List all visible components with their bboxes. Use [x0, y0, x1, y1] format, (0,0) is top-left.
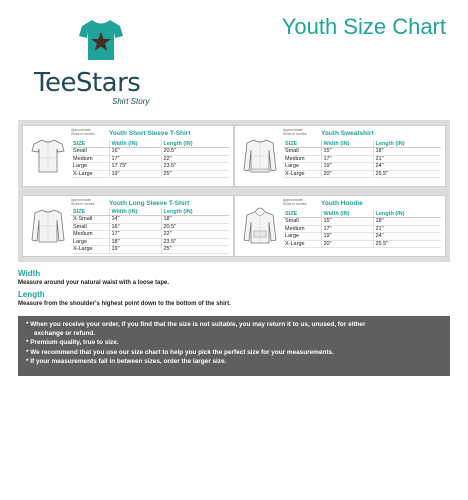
table-row: [283, 225, 441, 233]
logo-subtitle: Shirt Story: [112, 97, 150, 106]
column-header-length: Length (IN): [373, 140, 441, 148]
cell-width: 15": [321, 218, 373, 226]
long-sleeve-icon: [31, 206, 65, 246]
cell-size: Medium: [283, 225, 321, 233]
cell-length: 18": [161, 216, 229, 224]
table-row: [71, 155, 229, 163]
cell-size: Large: [283, 163, 321, 171]
column-header-width: Width (IN): [109, 208, 161, 216]
hoodie-icon: [243, 206, 277, 246]
table-row: [283, 233, 441, 241]
cell-width: 19": [109, 246, 161, 254]
column-header-size: SIZE: [283, 140, 321, 148]
cell-size: Small: [71, 148, 109, 156]
note-returns-cont: exchange or refund.: [34, 330, 96, 338]
cell-width: 17.75": [109, 163, 161, 171]
cell-length: 18": [373, 148, 441, 156]
sweatshirt-icon: [243, 136, 277, 176]
column-header-width: Width (IN): [321, 140, 373, 148]
cell-width: 20": [321, 240, 373, 248]
cell-size: X-Large: [283, 240, 321, 248]
cell-width: 16": [109, 223, 161, 231]
cell-width: 20": [321, 170, 373, 178]
table-header: [283, 210, 441, 218]
note-between-sizes: * If your measurements fall in between sizes, order the larger size.: [26, 357, 227, 365]
cell-width: 17": [109, 231, 161, 239]
table-row: [71, 163, 229, 171]
cell-length: 23.5": [161, 238, 229, 246]
cell-size: Small: [283, 218, 321, 226]
table-row: [71, 148, 229, 156]
cell-size: Small: [71, 223, 109, 231]
size-chart-panel: [18, 120, 450, 262]
length-label: Length: [18, 290, 45, 299]
cell-length: 25": [161, 246, 229, 254]
approx-note: Approximate Sizes in Inches: [283, 128, 307, 136]
column-header-width: Width (IN): [321, 210, 373, 218]
cell-length: 22": [161, 155, 229, 163]
cell-length: 18": [373, 218, 441, 226]
cell-size: Medium: [71, 231, 109, 239]
approx-note: Approximate Sizes in Inches: [283, 198, 307, 206]
cell-size: X-Large: [283, 170, 321, 178]
column-header-size: SIZE: [283, 210, 321, 218]
column-header-width: Width (IN): [109, 140, 161, 148]
cell-size: Medium: [283, 155, 321, 163]
cell-size: X-Large: [71, 246, 109, 254]
table-row: [71, 223, 229, 231]
cell-length: 22": [161, 231, 229, 239]
column-header-length: Length (IN): [161, 140, 229, 148]
cell-size: X-Small: [71, 216, 109, 224]
cell-width: 18": [109, 238, 161, 246]
table-row: [283, 155, 441, 163]
table-row: [71, 170, 229, 178]
cell-size: Large: [283, 233, 321, 241]
cell-width: 19": [321, 233, 373, 241]
table-row: [71, 216, 229, 224]
table-row: [71, 246, 229, 254]
card-title: Youth Short Sleeve T-Shirt: [109, 130, 191, 137]
cell-length: 24": [373, 163, 441, 171]
cell-length: 23.5": [161, 163, 229, 171]
cell-length: 20.5": [161, 223, 229, 231]
brand-logo: [28, 8, 168, 108]
table-header: [283, 140, 441, 148]
table-row: [71, 231, 229, 239]
cell-width: 19": [321, 163, 373, 171]
table-row: [283, 170, 441, 178]
table-header: [71, 140, 229, 148]
size-table: [71, 140, 229, 178]
table-row: [283, 148, 441, 156]
cell-length: 21": [373, 225, 441, 233]
table-row: [283, 218, 441, 226]
table-header: [71, 208, 229, 216]
table-row: [71, 238, 229, 246]
logo-title: TeeStars: [34, 68, 141, 98]
page-title: Youth Size Chart: [281, 14, 446, 39]
card-title: Youth Hoodie: [321, 200, 363, 207]
tshirt-icon: [31, 136, 65, 176]
column-header-size: SIZE: [71, 208, 109, 216]
card-title: Youth Long Sleeve T-Shirt: [109, 200, 190, 207]
size-card-hoodie: [234, 195, 446, 257]
note-quality: * Premium quality, true to size.: [26, 339, 119, 347]
table-row: [283, 240, 441, 248]
cell-length: 25.5": [373, 170, 441, 178]
cell-length: 24": [373, 233, 441, 241]
cell-width: 17": [321, 225, 373, 233]
approx-note: Approximate Sizes in Inches: [71, 128, 95, 136]
note-recommend: * We recommend that you use our size chart to help you pick the perfect size for your measurements.: [26, 348, 334, 356]
cell-width: 19": [109, 170, 161, 178]
cell-size: Medium: [71, 155, 109, 163]
size-table: [71, 208, 229, 254]
size-card-short-sleeve: [22, 125, 234, 187]
notes-panel: [18, 316, 450, 376]
cell-length: 20.5": [161, 148, 229, 156]
width-description: Measure around your natural waist with a loose tape.: [18, 280, 170, 286]
length-description: Measure from the shoulder's highest point down to the bottom of the shirt.: [18, 301, 231, 307]
column-header-size: SIZE: [71, 140, 109, 148]
cell-size: Large: [71, 163, 109, 171]
approx-note: Approximate Sizes in Inches: [71, 198, 95, 206]
note-returns: * When you receive your order, if you find that the size is not suitable, you may return it to us, unused, for either: [26, 321, 366, 328]
cell-size: Small: [283, 148, 321, 156]
cell-length: 25.5": [373, 240, 441, 248]
cell-width: 14": [109, 216, 161, 224]
cell-width: 16": [109, 148, 161, 156]
cell-width: 17": [321, 155, 373, 163]
cell-size: X-Large: [71, 170, 109, 178]
cell-length: 25": [161, 170, 229, 178]
column-header-length: Length (IN): [161, 208, 229, 216]
cell-size: Large: [71, 238, 109, 246]
size-table: [283, 140, 441, 178]
size-card-sweatshirt: [234, 125, 446, 187]
card-title: Youth Sweatshirt: [321, 130, 374, 137]
width-label: Width: [18, 269, 41, 278]
cell-length: 21": [373, 155, 441, 163]
size-table: [283, 210, 441, 248]
logo-tshirt-icon: [78, 18, 124, 62]
size-card-long-sleeve: [22, 195, 234, 257]
cell-width: 15": [321, 148, 373, 156]
cell-width: 17": [109, 155, 161, 163]
table-row: [283, 163, 441, 171]
column-header-length: Length (IN): [373, 210, 441, 218]
